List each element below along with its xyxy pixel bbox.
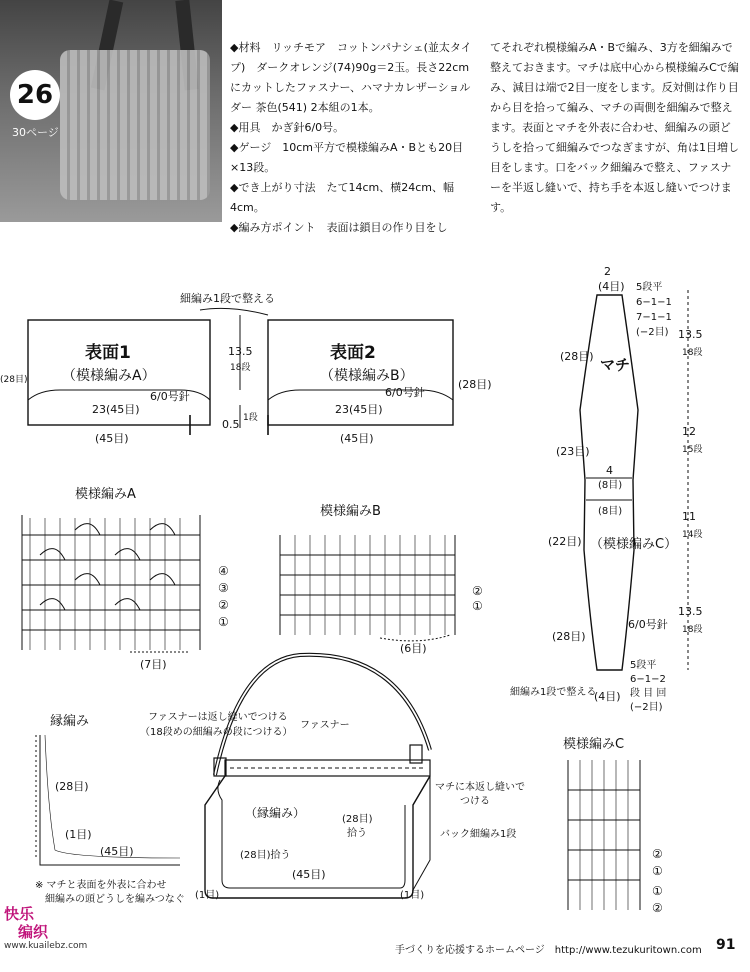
pattern-c-title: 模様編みC <box>563 737 625 752</box>
gusset-dec-4: (−2目) <box>636 327 669 338</box>
materials-block <box>230 38 480 238</box>
panel2-title: 表面2 <box>330 343 376 363</box>
logo-line1: 快乐 <box>4 905 35 923</box>
gusset-bdec-1: 5段平 <box>630 660 657 671</box>
tool-line: ◆用具 かぎ針6/0号。 <box>230 121 345 134</box>
gusset-bdec-4: (−2目) <box>630 702 663 713</box>
gusset-bdec-3: 段 目 回 <box>630 688 667 699</box>
panel2-chain: (45目) <box>340 432 374 445</box>
pattern-a-mark-2: ② <box>218 598 229 612</box>
bag-corner-1: (1目) <box>195 890 220 901</box>
pattern-a-mark-4: ④ <box>218 564 229 578</box>
gusset-dec-2: 6−1−1 <box>636 297 672 308</box>
gusset-r4r: 18段 <box>682 625 703 635</box>
bag-bottom: (45目) <box>292 868 326 881</box>
size-line: ◆でき上がり寸法 たて14cm、横24cm、幅4cm。 <box>230 181 454 214</box>
bag-illustration <box>205 655 430 898</box>
zip-note-2: （18段めの細編みの段につける） <box>140 727 293 738</box>
panel1-subtitle: （模様編みA） <box>62 368 156 384</box>
gusset-title: マチ <box>600 356 631 374</box>
gusset-s2: (23目) <box>556 445 590 458</box>
gusset-s3: (22目) <box>548 535 582 548</box>
material-line: ◆材料 リッチモア コットンパナシェ(並太タイプ) ダークオレンジ(74)90g＝2玉。長さ22cmにカットしたファスナー、ハマナカレザーショルダー 茶色(541) 2本組の1本。 <box>230 41 472 114</box>
panel2-width: 23(45目) <box>335 403 383 416</box>
edge-rows: 1段 <box>243 413 258 423</box>
gauge-line: ◆ゲージ 10cm平方で模様編みA・Bとも20目×13段。 <box>230 141 464 174</box>
logo-url: www.kuailebz.com <box>4 941 88 951</box>
gusset-top-st: (4目) <box>598 280 625 293</box>
pattern-number: 26 <box>10 70 60 120</box>
footer-text: 手づくりを応援するホームページ http://www.tezukuritown.com <box>395 945 702 956</box>
bag-pick2: 拾う <box>347 828 367 839</box>
gusset-mid-st2: (8目) <box>598 506 623 517</box>
gusset-r1r: 18段 <box>682 348 703 358</box>
gusset-r2r: 15段 <box>682 445 703 455</box>
pattern-a-title: 模様編みA <box>75 487 136 502</box>
pattern-c-mark-2: ① <box>652 864 663 878</box>
pattern-b-mark-1: ① <box>472 599 483 613</box>
pattern-b-title: 模様編みB <box>320 504 381 519</box>
gusset-r3: 11 <box>682 510 696 523</box>
edge-cm: 0.5 <box>222 418 240 431</box>
gusset-r3r: 14段 <box>682 530 703 540</box>
pattern-c-chart <box>568 760 640 910</box>
edge-s2: (1目) <box>65 828 92 841</box>
pattern-c-mark-1: ② <box>652 847 663 861</box>
bag-edge-label: （縁編み） <box>245 806 306 820</box>
pattern-a-mark-3: ③ <box>218 581 229 595</box>
zip-label: ファスナー <box>300 720 350 731</box>
diagram-area <box>0 230 750 930</box>
gusset-dec-3: 7−1−1 <box>636 312 672 323</box>
pattern-b-repeat: (6目) <box>400 642 427 655</box>
gusset-s1: (28目) <box>560 350 594 363</box>
handle-note-1: マチに本返し縫いで <box>435 782 525 793</box>
panel1-title: 表面1 <box>85 343 131 363</box>
page-reference: 30ページ <box>12 126 59 139</box>
pattern-c-mark-3: ① <box>652 884 663 898</box>
gusset-s4: (28目) <box>552 630 586 643</box>
site-logo <box>4 905 88 965</box>
top-note: 細編み1段で整える <box>180 292 275 305</box>
panel1-width: 23(45目) <box>92 403 140 416</box>
panel2-subtitle: （模様編みB） <box>320 368 414 384</box>
page-number: 91 <box>716 937 736 953</box>
panel1-chain: (45目) <box>95 432 129 445</box>
pattern-c-mark-4: ② <box>652 901 663 915</box>
bag-pick1: (28目) <box>342 814 373 825</box>
gusset-r4: 13.5 <box>678 605 703 618</box>
gusset-hook: 6/0号針 <box>628 618 668 631</box>
pattern-a-repeat: (7目) <box>140 658 167 671</box>
gusset-mid-st: (8目) <box>598 480 623 491</box>
edge-title: 縁編み <box>50 714 90 729</box>
pattern-b-chart <box>280 535 455 641</box>
gusset-bot-note: 細編み1段で整える <box>510 687 597 698</box>
instructions-text: てそれぞれ模様編みA・Bで編み、3方を細編みで整えておきます。マチは底中心から模様編みCで編み、減目は端で2目一度をします。反対側は作り目から目を拾って編み、マチの両側を細編みで整えます。表面とマチを外表に合わせ、細編みの頭どうしを拾って細編みでつなぎますが、角は1目増し目をします。口をバック細編みで整え、ファスナーを半返し縫いで、持ち手を本返し縫いでつけます。 <box>490 41 739 214</box>
handle-note-2: つける <box>460 796 490 807</box>
gusset-r1: 13.5 <box>678 328 703 341</box>
back-stitch-label: バック細編み1段 <box>440 829 517 840</box>
pattern-a-mark-1: ① <box>218 615 229 629</box>
edge-s3: (45目) <box>100 845 134 858</box>
logo-line2: 编织 <box>18 923 49 941</box>
point-line: ◆編み方ポイント 表面は鎖目の作り目をし <box>230 221 448 234</box>
gusset-dec-1: 5段平 <box>636 282 663 293</box>
edge-note-1: ※ マチと表面を外表に合わせ <box>35 880 167 891</box>
gusset-bot-st: (4目) <box>594 690 621 703</box>
gusset-bdec-2: 6−1−2 <box>630 674 666 685</box>
panel1-side: (28目) <box>0 375 28 385</box>
photo-bag <box>60 50 210 200</box>
gusset-name: （模様編みC） <box>590 537 678 552</box>
gusset-r2: 12 <box>682 425 696 438</box>
height-rows: 18段 <box>230 363 251 373</box>
edge-note-2: 細編みの頭どうしを編みつなぐ <box>45 894 185 905</box>
bag-pick3: (28目)拾う <box>240 850 291 861</box>
edge-s1: (28目) <box>55 780 89 793</box>
gusset-top-w: 2 <box>604 265 611 278</box>
panel2-side: (28目) <box>458 378 492 391</box>
gusset-mid: 4 <box>606 464 613 477</box>
pattern-b-mark-2: ② <box>472 584 483 598</box>
pattern-a-chart <box>22 515 200 652</box>
zip-note-1: ファスナーは返し縫いでつける <box>148 712 288 723</box>
panel1-hook: 6/0号針 <box>150 390 190 403</box>
height-cm: 13.5 <box>228 345 253 358</box>
panel2-hook: 6/0号針 <box>385 386 425 399</box>
bag-corner-2: (1目) <box>400 890 425 901</box>
